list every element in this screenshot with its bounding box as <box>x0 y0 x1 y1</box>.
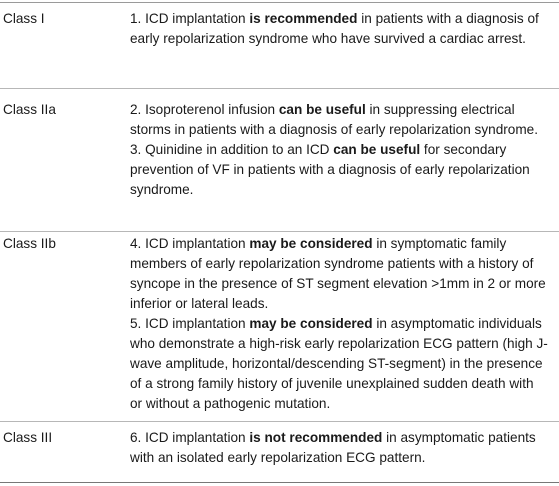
rec-strength: can be useful <box>333 142 421 157</box>
class-label: Class I <box>3 11 45 26</box>
recommendation-6 <box>130 428 548 468</box>
table-row-class-iia <box>0 89 559 232</box>
rec-text: 3. Quinidine in addition to an ICD <box>130 142 334 157</box>
recommendation-2 <box>130 100 548 140</box>
rec-text: 1. ICD implantation <box>130 11 250 26</box>
rec-strength: may be considered <box>249 316 373 331</box>
rec-text: 5. ICD implantation <box>130 316 250 331</box>
rec-strength: may be considered <box>249 236 373 251</box>
table-row-class-i <box>0 4 559 89</box>
rec-text: in patients with a diagnosis of early repolarization syndrome who have survived a cardiac arrest. <box>130 11 539 46</box>
rec-text: 4. ICD implantation <box>130 236 250 251</box>
table-bottom-rule <box>0 482 559 483</box>
rec-strength: can be useful <box>278 102 366 117</box>
recommendation-4 <box>130 234 548 314</box>
table-top-rule <box>0 2 559 3</box>
rec-text: for secondary prevention of VF in patients with a diagnosis of early repolarization syndrome. <box>130 142 530 197</box>
recommendation-cell <box>130 428 548 468</box>
table-row-class-iib <box>0 232 559 422</box>
rec-strength: is not recommended <box>249 430 383 445</box>
rec-text: in suppressing electrical storms in patients with a diagnosis of early repolarization syndrome. <box>130 102 539 137</box>
rec-text: in symptomatic family members of early repolarization syndrome patients with a history of syncope in the presence of ST segment elevation >1mm in 2 or more inferior or lateral leads. <box>130 236 546 311</box>
rec-text: 2. Isoproterenol infusion <box>130 102 279 117</box>
recommendation-cell <box>130 9 548 49</box>
class-label: Class IIa <box>3 102 56 117</box>
class-label: Class IIb <box>3 236 56 251</box>
rec-text: in asymptomatic individuals who demonstrate a high-risk early repolarization ECG pattern (high J-wave amplitude, horizontal/descending ST-segment) in the presence of a strong family history of juvenile unexplained sudden death with or without a pathogenic mutation. <box>130 316 548 411</box>
rec-strength: is recommended <box>249 11 358 26</box>
recommendation-cell <box>130 100 548 200</box>
recommendation-1 <box>130 9 548 49</box>
recommendation-5 <box>130 314 548 414</box>
table-row-class-iii <box>0 422 559 482</box>
class-label: Class III <box>3 430 53 445</box>
rec-text: 6. ICD implantation <box>130 430 250 445</box>
recommendation-3 <box>130 140 548 200</box>
rec-text: in asymptomatic patients with an isolated early repolarization ECG pattern. <box>130 430 536 465</box>
recommendation-cell <box>130 234 548 414</box>
